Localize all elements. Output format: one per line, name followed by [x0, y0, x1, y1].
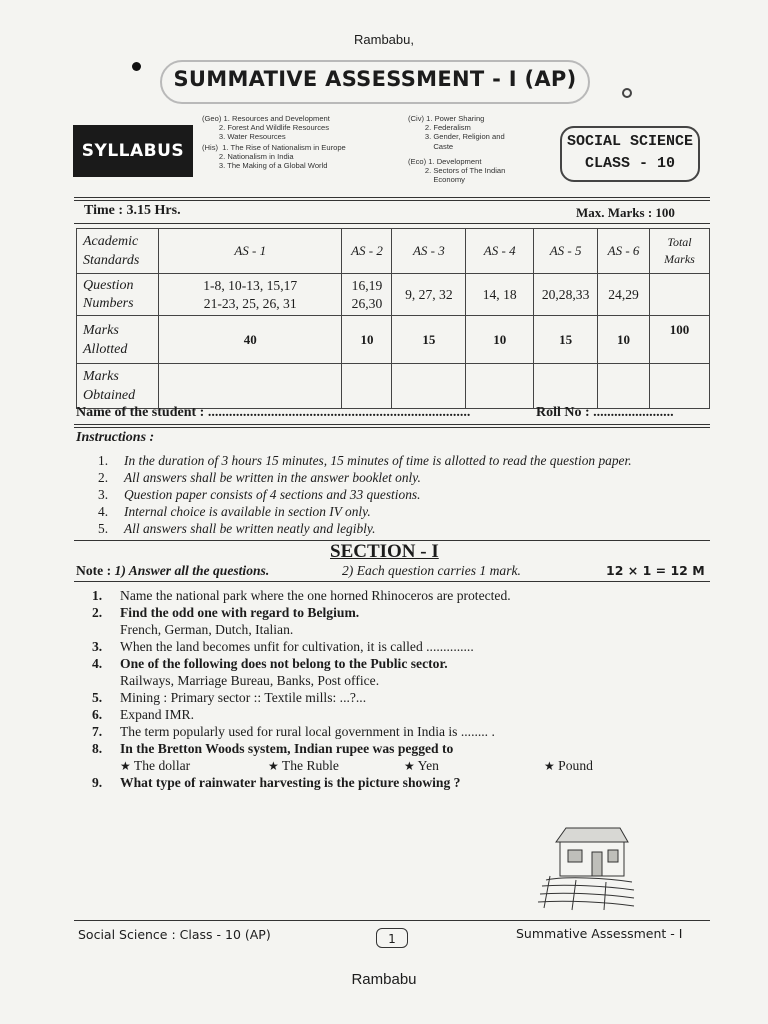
row-header: Marks Allotted	[77, 316, 159, 364]
divider	[74, 581, 710, 582]
table-cell: AS - 4	[466, 229, 534, 274]
question-item: 2. Find the odd one with regard to Belgium.	[92, 605, 360, 620]
table-cell: AS - 6	[598, 229, 650, 274]
page-title: SUMMATIVE ASSESSMENT - I (AP)	[173, 67, 577, 91]
bullet-dot	[132, 62, 141, 71]
divider	[74, 197, 710, 198]
star-icon: ★	[544, 759, 555, 773]
table-cell[interactable]	[392, 364, 466, 409]
table-cell: 100	[650, 316, 710, 364]
instructions-heading: Instructions :	[76, 430, 155, 445]
table-cell[interactable]	[158, 364, 342, 409]
table-cell[interactable]	[598, 364, 650, 409]
footer-right: Summative Assessment - I	[516, 926, 683, 941]
student-name-field[interactable]: Name of the student : ...........................................................................	[76, 405, 471, 420]
option-item: ★ The dollar	[120, 758, 191, 773]
section-marks: 12 × 1 = 12 M	[606, 563, 705, 578]
note-line: Note : 1) Answer all the questions.	[76, 563, 270, 578]
syllabus-his: (His) 1. The Rise of Nationalism in Europe 2. Nationalism in India 3. The Making of a Global World	[202, 143, 346, 171]
table-cell: 14, 18	[466, 274, 534, 316]
table-cell[interactable]	[534, 364, 598, 409]
instruction-item: 2. All answers shall be written in the answer booklet only.	[98, 470, 421, 485]
question-item: 4. One of the following does not belong to the Public sector.	[92, 656, 448, 671]
divider	[74, 427, 710, 428]
table-cell: AS - 5	[534, 229, 598, 274]
page-number: 1	[376, 928, 408, 948]
author-bottom: Rambabu	[351, 971, 417, 988]
roll-number-field[interactable]: Roll No : .......................	[536, 405, 674, 420]
table-cell[interactable]	[650, 364, 710, 409]
table-cell: 10	[466, 316, 534, 364]
question-item: 8. In the Bretton Woods system, Indian rupee was pegged to	[92, 741, 454, 756]
class-name: CLASS - 10	[584, 155, 675, 172]
divider	[74, 200, 710, 201]
question-item: 9. What type of rainwater harvesting is the picture showing ?	[92, 775, 461, 790]
table-cell: 20,28,33	[534, 274, 598, 316]
row-header: Question Numbers	[77, 274, 159, 316]
row-header: Marks Obtained	[77, 364, 159, 409]
ring-dot	[622, 88, 632, 98]
table-cell: 15	[392, 316, 466, 364]
star-icon: ★	[120, 759, 131, 773]
option-item: ★ Pound	[544, 758, 593, 773]
syllabus-label: SYLLABUS	[73, 125, 193, 177]
question-item: 1. Name the national park where the one horned Rhinoceros are protected.	[92, 588, 511, 603]
academic-standards-table	[76, 228, 710, 409]
syllabus-geo: (Geo) 1. Resources and Development 2. Forest And Wildlife Resources 3. Water Resources	[202, 114, 330, 142]
table-cell: AS - 3	[392, 229, 466, 274]
subject-badge	[560, 126, 700, 182]
table-cell[interactable]	[466, 364, 534, 409]
table-cell: 40	[158, 316, 342, 364]
max-marks-label: Max. Marks : 100	[576, 205, 675, 220]
house-sketch	[536, 820, 636, 912]
footer-left: Social Science : Class - 10 (AP)	[78, 927, 271, 942]
subject-name: SOCIAL SCIENCE	[566, 133, 694, 150]
row-header: Academic Standards	[77, 229, 159, 274]
table-cell: 24,29	[598, 274, 650, 316]
divider	[74, 223, 710, 224]
syllabus-eco: (Eco) 1. Development 2. Sectors of The Indian Economy	[408, 157, 506, 185]
question-sub: Railways, Marriage Bureau, Banks, Post office.	[120, 673, 380, 688]
table-row	[77, 364, 710, 409]
table-cell: 10	[598, 316, 650, 364]
instruction-item: 3. Question paper consists of 4 sections and 33 questions.	[98, 487, 421, 502]
table-row	[77, 274, 710, 316]
instruction-item: 4. Internal choice is available in section IV only.	[98, 504, 371, 519]
syllabus-civ: (Civ) 1. Power Sharing 2. Federalism 3. Gender, Religion and Caste	[408, 114, 505, 151]
table-cell	[650, 274, 710, 316]
divider	[74, 920, 710, 921]
table-cell: 10	[342, 316, 392, 364]
instruction-item: 1. In the duration of 3 hours 15 minutes, 15 minutes of time is allotted to read the question paper.	[98, 453, 632, 468]
question-item: 3. When the land becomes unfit for cultivation, it is called ..............	[92, 639, 474, 654]
time-label: Time : 3.15 Hrs.	[84, 203, 181, 218]
question-item: 7. The term popularly used for rural local government in India is ........ .	[92, 724, 495, 739]
table-cell: AS - 2	[342, 229, 392, 274]
table-row	[77, 316, 710, 364]
option-item: ★ Yen	[404, 758, 439, 773]
star-icon: ★	[404, 759, 415, 773]
instruction-item: 5. All answers shall be written neatly and legibly.	[98, 521, 376, 536]
table-cell: 1-8, 10-13, 15,17 21-23, 25, 26, 31	[158, 274, 342, 316]
table-cell: 15	[534, 316, 598, 364]
question-sub: French, German, Dutch, Italian.	[120, 622, 294, 637]
author-top: Rambabu,	[354, 32, 414, 47]
table-cell: Total Marks	[650, 229, 710, 274]
question-item: 5. Mining : Primary sector :: Textile mills: ...?...	[92, 690, 367, 705]
table-row	[77, 229, 710, 274]
table-cell: AS - 1	[158, 229, 342, 274]
note-line-2: 2) Each question carries 1 mark.	[342, 563, 521, 578]
divider	[74, 424, 710, 425]
table-cell: 16,19 26,30	[342, 274, 392, 316]
question-item: 6. Expand IMR.	[92, 707, 195, 722]
star-icon: ★	[268, 759, 279, 773]
option-item: ★ The Ruble	[268, 758, 339, 773]
table-cell[interactable]	[342, 364, 392, 409]
table-cell: 9, 27, 32	[392, 274, 466, 316]
section-title: SECTION - I	[330, 541, 439, 562]
